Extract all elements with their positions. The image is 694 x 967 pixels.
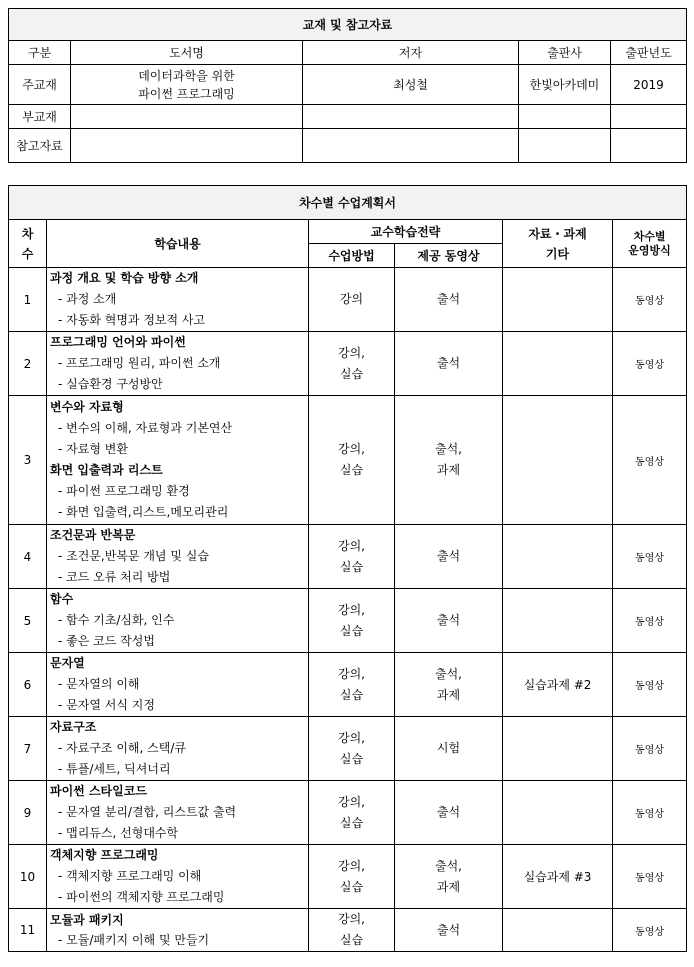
content-topic: 모듈과 패키지 bbox=[50, 913, 124, 927]
content-topic: 조건문과 반복문 bbox=[50, 528, 136, 542]
session-content bbox=[47, 781, 309, 845]
col-header-publisher: 출판사 bbox=[519, 41, 611, 65]
session-number: 5 bbox=[9, 589, 47, 653]
content-topic: 문자열 bbox=[50, 656, 85, 670]
col-header-materials bbox=[503, 220, 613, 268]
session-operation: 동영상 bbox=[613, 781, 687, 845]
session-number: 9 bbox=[9, 781, 47, 845]
video-line: 출석, bbox=[435, 442, 462, 456]
method-line: 실습 bbox=[339, 623, 364, 638]
content-item: - 문자열 분리/결합, 리스트값 출력 bbox=[58, 805, 237, 819]
plan-title: 차수별 수업계획서 bbox=[9, 186, 687, 220]
session-method bbox=[309, 332, 395, 396]
session-method bbox=[309, 268, 395, 332]
session-materials bbox=[503, 909, 613, 952]
method-line: 강의, bbox=[338, 666, 365, 681]
session-method bbox=[309, 845, 395, 909]
session-row bbox=[9, 589, 687, 653]
lesson-plan-table bbox=[8, 185, 687, 952]
textbook-author bbox=[303, 105, 519, 129]
session-content bbox=[47, 525, 309, 589]
session-content bbox=[47, 845, 309, 909]
textbook-author bbox=[303, 129, 519, 163]
textbook-book-title bbox=[71, 129, 303, 163]
content-topic: 변수와 자료형 bbox=[50, 400, 124, 414]
session-row bbox=[9, 781, 687, 845]
method-line: 강의, bbox=[338, 794, 365, 809]
session-operation: 동영상 bbox=[613, 845, 687, 909]
video-line: 출석 bbox=[436, 805, 461, 819]
book-title-line: 데이터과학을 위한 bbox=[138, 68, 235, 83]
content-item: - 모듈/패키지 이해 및 만들기 bbox=[58, 933, 210, 947]
session-materials bbox=[503, 717, 613, 781]
content-item: - 프로그래밍 원리, 파이썬 소개 bbox=[58, 356, 221, 370]
content-topic: 함수 bbox=[50, 592, 74, 606]
session-method bbox=[309, 717, 395, 781]
session-number: 2 bbox=[9, 332, 47, 396]
session-materials: 실습과제 #3 bbox=[503, 845, 613, 909]
method-line: 실습 bbox=[339, 933, 364, 947]
session-method bbox=[309, 589, 395, 653]
session-operation: 동영상 bbox=[613, 909, 687, 952]
textbook-book-title bbox=[71, 65, 303, 105]
content-item: - 자료형 변환 bbox=[58, 442, 128, 456]
col-header-type: 구분 bbox=[9, 41, 71, 65]
textbook-author: 최성철 bbox=[303, 65, 519, 105]
session-row bbox=[9, 845, 687, 909]
session-content bbox=[47, 653, 309, 717]
session-content bbox=[47, 589, 309, 653]
session-method bbox=[309, 396, 395, 525]
session-content bbox=[47, 268, 309, 332]
textbook-title: 교재 및 참고자료 bbox=[9, 9, 687, 41]
session-operation: 동영상 bbox=[613, 332, 687, 396]
method-line: 강의, bbox=[338, 345, 365, 360]
content-item: - 맵리듀스, 선형대수학 bbox=[58, 826, 179, 840]
session-materials bbox=[503, 332, 613, 396]
video-line: 출석 bbox=[436, 356, 461, 370]
col-header-year: 출판년도 bbox=[611, 41, 687, 65]
video-line: 출석 bbox=[436, 292, 461, 306]
content-item: - 화면 입출력,리스트,메모리관리 bbox=[58, 505, 229, 519]
textbook-publisher bbox=[519, 129, 611, 163]
content-item: - 조건문,반복문 개념 및 실습 bbox=[58, 549, 209, 563]
col-header-method: 수업방법 bbox=[309, 244, 395, 268]
video-line: 과제 bbox=[436, 879, 461, 894]
method-line: 실습 bbox=[339, 815, 364, 830]
col-header-video: 제공 동영상 bbox=[395, 244, 503, 268]
session-row bbox=[9, 717, 687, 781]
session-content bbox=[47, 909, 309, 952]
video-line: 시험 bbox=[436, 741, 461, 755]
video-line: 출석 bbox=[436, 922, 461, 937]
session-materials bbox=[503, 781, 613, 845]
session-header-line: 차 bbox=[21, 226, 34, 241]
method-line: 강의, bbox=[338, 442, 365, 456]
content-item: - 자료구조 이해, 스택/큐 bbox=[58, 741, 186, 755]
session-row bbox=[9, 396, 687, 525]
materials-header-line: 자료・과제 bbox=[528, 226, 587, 241]
session-video bbox=[395, 717, 503, 781]
content-item: - 파이썬 프로그래밍 환경 bbox=[58, 484, 190, 498]
col-header-strategy: 교수학습전략 bbox=[309, 220, 503, 244]
video-line: 과제 bbox=[436, 463, 461, 477]
content-item: - 코드 오류 처리 방법 bbox=[58, 570, 171, 584]
video-line: 출석 bbox=[436, 549, 461, 563]
content-item: - 파이썬의 객체지향 프로그래밍 bbox=[58, 890, 225, 904]
content-topic: 객체지향 프로그래밍 bbox=[50, 848, 159, 862]
session-operation: 동영상 bbox=[613, 589, 687, 653]
textbook-publisher bbox=[519, 105, 611, 129]
method-line: 강의 bbox=[339, 292, 364, 306]
method-line: 실습 bbox=[339, 879, 364, 894]
method-line: 실습 bbox=[339, 559, 364, 574]
book-title-line: 파이썬 프로그래밍 bbox=[138, 86, 235, 101]
session-video bbox=[395, 525, 503, 589]
method-line: 실습 bbox=[339, 463, 364, 477]
session-row bbox=[9, 653, 687, 717]
content-item: - 함수 기초/심화, 인수 bbox=[58, 613, 175, 627]
session-video bbox=[395, 781, 503, 845]
content-item: - 문자열 서식 지정 bbox=[58, 698, 155, 712]
textbook-row bbox=[9, 129, 687, 163]
method-line: 강의, bbox=[338, 912, 365, 926]
method-line: 강의, bbox=[338, 858, 365, 873]
operation-header-line: 운영방식 bbox=[628, 243, 671, 257]
textbook-table bbox=[8, 8, 687, 163]
session-operation: 동영상 bbox=[613, 268, 687, 332]
session-video bbox=[395, 845, 503, 909]
content-item: - 문자열의 이해 bbox=[58, 677, 140, 691]
video-line: 출석 bbox=[436, 613, 461, 627]
session-content bbox=[47, 717, 309, 781]
col-header-author: 저자 bbox=[303, 41, 519, 65]
session-operation: 동영상 bbox=[613, 525, 687, 589]
method-line: 강의, bbox=[338, 538, 365, 553]
session-row bbox=[9, 268, 687, 332]
content-topic: 프로그래밍 언어와 파이썬 bbox=[50, 335, 186, 349]
session-operation: 동영상 bbox=[613, 653, 687, 717]
session-method bbox=[309, 909, 395, 952]
col-header-book: 도서명 bbox=[71, 41, 303, 65]
session-number: 3 bbox=[9, 396, 47, 525]
content-item: - 좋은 코드 작성법 bbox=[58, 634, 155, 648]
textbook-type: 참고자료 bbox=[9, 129, 71, 163]
session-number: 10 bbox=[9, 845, 47, 909]
session-video bbox=[395, 909, 503, 952]
textbook-year bbox=[611, 129, 687, 163]
video-line: 출석, bbox=[435, 666, 462, 681]
session-content bbox=[47, 332, 309, 396]
session-video bbox=[395, 653, 503, 717]
content-topic: 과정 개요 및 학습 방향 소개 bbox=[50, 271, 199, 285]
session-materials bbox=[503, 396, 613, 525]
materials-header-line: 기타 bbox=[545, 246, 570, 261]
content-topic: 화면 입출력과 리스트 bbox=[50, 463, 163, 477]
session-row bbox=[9, 909, 687, 952]
textbook-row bbox=[9, 65, 687, 105]
content-item: - 과정 소개 bbox=[58, 292, 117, 306]
session-materials: 실습과제 #2 bbox=[503, 653, 613, 717]
session-number: 1 bbox=[9, 268, 47, 332]
textbook-year bbox=[611, 105, 687, 129]
textbook-publisher: 한빛아카데미 bbox=[519, 65, 611, 105]
textbook-year: 2019 bbox=[611, 65, 687, 105]
operation-header-line: 차수별 bbox=[633, 229, 666, 243]
content-topic: 파이썬 스타일코드 bbox=[50, 784, 147, 798]
method-line: 실습 bbox=[339, 366, 364, 381]
video-line: 과제 bbox=[436, 687, 461, 702]
session-number: 6 bbox=[9, 653, 47, 717]
session-row bbox=[9, 525, 687, 589]
session-operation: 동영상 bbox=[613, 717, 687, 781]
content-item: - 튜플/세트, 딕셔너리 bbox=[58, 762, 171, 776]
session-video bbox=[395, 268, 503, 332]
session-operation: 동영상 bbox=[613, 396, 687, 525]
textbook-book-title bbox=[71, 105, 303, 129]
session-row bbox=[9, 332, 687, 396]
session-materials bbox=[503, 268, 613, 332]
content-topic: 자료구조 bbox=[50, 720, 97, 734]
col-header-operation bbox=[613, 220, 687, 268]
content-item: - 변수의 이해, 자료형과 기본연산 bbox=[58, 421, 233, 435]
session-method bbox=[309, 525, 395, 589]
video-line: 출석, bbox=[435, 858, 462, 873]
textbook-row bbox=[9, 105, 687, 129]
session-video bbox=[395, 396, 503, 525]
method-line: 실습 bbox=[339, 687, 364, 702]
session-method bbox=[309, 781, 395, 845]
session-materials bbox=[503, 525, 613, 589]
session-number: 4 bbox=[9, 525, 47, 589]
textbook-type: 부교재 bbox=[9, 105, 71, 129]
textbook-type: 주교재 bbox=[9, 65, 71, 105]
session-number: 11 bbox=[9, 909, 47, 952]
col-header-content: 학습내용 bbox=[47, 220, 309, 268]
content-item: - 자동화 혁명과 정보적 사고 bbox=[58, 313, 206, 327]
col-header-session bbox=[9, 220, 47, 268]
session-materials bbox=[503, 589, 613, 653]
method-line: 강의, bbox=[338, 730, 365, 745]
session-number: 7 bbox=[9, 717, 47, 781]
session-video bbox=[395, 589, 503, 653]
session-method bbox=[309, 653, 395, 717]
method-line: 실습 bbox=[339, 751, 364, 766]
session-video bbox=[395, 332, 503, 396]
session-header-line: 수 bbox=[21, 246, 34, 261]
method-line: 강의, bbox=[338, 602, 365, 617]
content-item: - 객체지향 프로그래밍 이해 bbox=[58, 869, 202, 883]
content-item: - 실습환경 구성방안 bbox=[58, 377, 163, 391]
session-content bbox=[47, 396, 309, 525]
